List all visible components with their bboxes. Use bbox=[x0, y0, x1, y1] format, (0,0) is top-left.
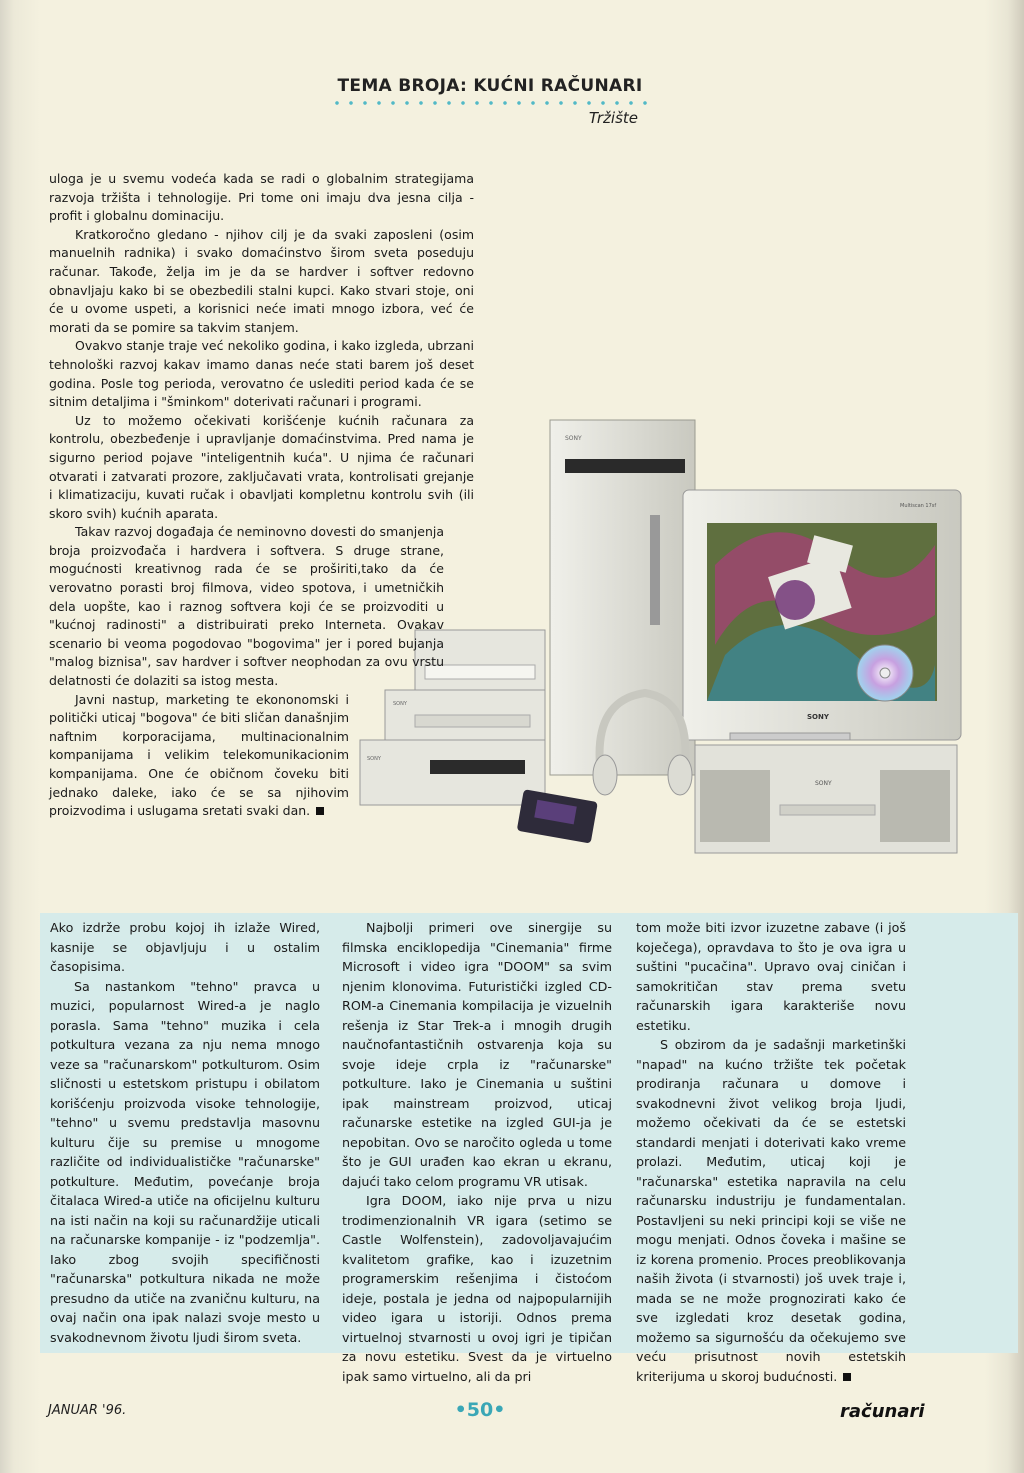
box-paragraph-text: S obzirom da je sadašnji marketinški "napad" na kućno tržište tek početak prodiranja računara u domove i svakodnevni život velikog broja ljudi, možemo očekivati da će se estetski standardi menjati i doterivati kako vreme prolazi. Međutim, uticaj koji je "računarska" estetika napravila na celu računarsku industriju je fundamentalan. Postavljeni su neki principi koji se više ne mogu menjati. Odnos čoveka i mašine se iz korena promenio. Proces preoblikovanja naših života (i stvarnosti) još uvek traje i, mada se ne može prognozirati kako će sve izgledati kroz desetak godina, možemo sa sigurnošću da očekujemo sve veću prisutnost novih estetskih kriterijuma u skorој budućnosti. bbox=[636, 1037, 906, 1384]
box-paragraph-last bbox=[636, 1035, 906, 1386]
article-paragraph: Takav razvoj događaja će neminovno dovesti do smanjenja broja proizvođača i hardvera i softvera. S druge strane, mogućnosti kreativnog rada će se proširiti,tako da će verovatno porasti broj filmova, video spotova, i umetničkih dela uopšte, kao i raznog softvera koji će se proizvoditi u "kućnoj radinosti" a distribuirati preko Interneta. Ovakav scenario bi veoma pogodovao "bogovima" jer i pored bujanja "malog biznisa", sav hardver i softver neophodan za ovu vrstu delatnosti će dolaziti sa istog mesta. bbox=[49, 524, 444, 689]
box-paragraph: tom može biti izvor izuzetne zabave (i još koječega), opravdava to što je ova igra u suštini "pucačina". Upravo ovaj ciničan i samokritičan stav prema svetu računarskih igara karakteriše novu estetiku. bbox=[636, 920, 906, 1033]
tower-case bbox=[550, 420, 695, 775]
article-body bbox=[49, 170, 474, 821]
dotted-rule bbox=[330, 99, 650, 107]
box-paragraph: Ako izdrže probu kojoj ih izlaže Wired, kasnije se objavljuju i u ostalim časopisima. bbox=[50, 920, 320, 974]
svg-text:SONY: SONY bbox=[815, 780, 832, 787]
article-paragraph-text: Javni nastup, marketing te ekononomski i politički uticaj "bogova" će biti sličan današnjim naftnim korporacijama, multinacionalnim kompanijama i velikim telekomunikacionim kompanijama. One će običnom čoveku biti jednako daleke, iako će se sa njihovim proizvodima i uslugama sretati svaki dan. bbox=[49, 691, 349, 819]
speaker-left bbox=[700, 770, 770, 842]
article-paragraph-last bbox=[49, 691, 349, 821]
speaker-right bbox=[880, 770, 950, 842]
page-number: •50• bbox=[454, 1399, 506, 1421]
box-paragraph: Najbolji primeri ove sinergije su filmska enciklopedija "Cinemania" firme Microsoft i video igra "DOOM" sa svim njenim klonovima. Futuristički izgled CD-ROM-a Cinemania kompilacija je vizuelnih rešenja iz Star Trek-a i mnogih drugih naučnofantastičnih ostvarenja koja su svoje ideje crpla iz "računarske" potkulture. Iako je Cinemania u suštini ipak mainstream proizvod, uticaj računarske estetike na izgled GUI-ja je nepobitan. Ovo se naročito ogleda u tome što je GUI urađen kao ekran u ekranu, dajući tako celom programu VR utisak. bbox=[342, 920, 612, 1189]
box-column-3 bbox=[636, 918, 906, 1386]
article-paragraph: Kratkoročno gledano - njihov cilj je da svaki zaposleni (osim manuelnih radnika) i svako domaćinstvo širom sveta poseduju računar. Takođe, želja im je da se hardver i softver redovno obnavljaju kako bi se obezbedili stalni kupci. Kako stvari stoje, oni će u ovome uspeti, a korisnici neće imati mnogo izbora, već će morati da se pomire sa takvim stanjem. bbox=[49, 226, 474, 335]
svg-text:SONY: SONY bbox=[807, 713, 829, 721]
box-paragraph: Igra DOOM, iako nije prva u nizu trodimenzionalnih VR igara (setimo se Castle Wolfenstein), zadovoljavajućim kvalitetom grafike, kao i izuzetnim programerskim rešenjima i čistoćom ideje, postala je jedna od najpopularnijih video igara u istoriji. Odnos prema virtuelnoj stvarnosti u ovoj igri je tipičan za novu estetiku. Svest da je virtuelno ipak samo virtuelno, ali da pri bbox=[342, 1193, 612, 1384]
article-paragraph: Ovakvo stanje traje već nekoliko godina, i kako izgleda, ubrzani tehnološki razvoj kakav imamo danas neće stati barem još deset godina. Posle tog perioda, verovatno će uslediti period kada će se sitnim detaljima i "šminkom" doterivati računari i programi. bbox=[49, 338, 474, 410]
magazine-logo: računari bbox=[840, 1401, 925, 1422]
tower-brand-label: SONY bbox=[565, 435, 582, 442]
tower-vent bbox=[650, 515, 660, 625]
box-column-1 bbox=[50, 918, 320, 1347]
end-mark-icon bbox=[843, 1373, 851, 1381]
floppy-slot bbox=[565, 459, 685, 473]
section-header bbox=[330, 76, 650, 127]
article-paragraph: Uz to možemo očekivati korišćenje kućnih računara za kontrolu, obezbeđenje i upravljanje domaćinstvima. Pred nama je sigurno period pojave "inteligentnih kuća". U njima će računari otvarati i zatvarati prozore, zaključavati vrata, kontrolisati grejanje i klimatizaciju, kuvati ručak i obavljati kompletnu kontrolu svih (ili skoro svih) kućnih aparata. bbox=[49, 412, 474, 521]
issue-date: JANUAR '96. bbox=[48, 1403, 127, 1418]
end-mark-icon bbox=[316, 807, 324, 815]
svg-text:SONY: SONY bbox=[393, 701, 407, 707]
article-paragraph: uloga je u svemu vodeća kada se radi o globalnim strategijama razvoja tržišta i tehnologije. Pri tome oni imaju dva jesna cilja - profit i globalnu dominaciju. bbox=[49, 171, 474, 224]
box-column-2 bbox=[342, 918, 612, 1386]
svg-text:SONY: SONY bbox=[367, 756, 381, 762]
section-subtitle: Tržište bbox=[588, 109, 638, 127]
section-title: TEMA BROJA: KUĆNI RAČUNARI bbox=[337, 76, 643, 96]
monitor-badge: Multiscan 17sf bbox=[900, 503, 937, 509]
box-paragraph: Sa nastankom "tehno" pravca u muzici, popularnost Wired-a je naglo porasla. Sama "tehno" muzika i cela potkultura vezana za nju nema mnogo veze sa "računarskom" potkulturom. Osim sličnosti u estetskom pristupu i obilatom korišćenju proizvoda visoke tehnologije, "tehno" u svemu predstavlja masovnu kulturu čije su premise u mnogome različite od individualističke "računarske" potkulture. Međutim, povećanje broja čitalaca Wired-a utiče na oficijelnu kulturu na isti način na koji su računardžije uticali na računarske kompanije - iz "podzemlja". Iako zbog svojih specifičnosti "računarska" potkultura nikada ne može presudno da utiče na zvaničnu kulturu, na ovaj način ona ipak nalazi svoje mesto u svakodnevnom životu ljudi širom sveta. bbox=[50, 978, 320, 1345]
